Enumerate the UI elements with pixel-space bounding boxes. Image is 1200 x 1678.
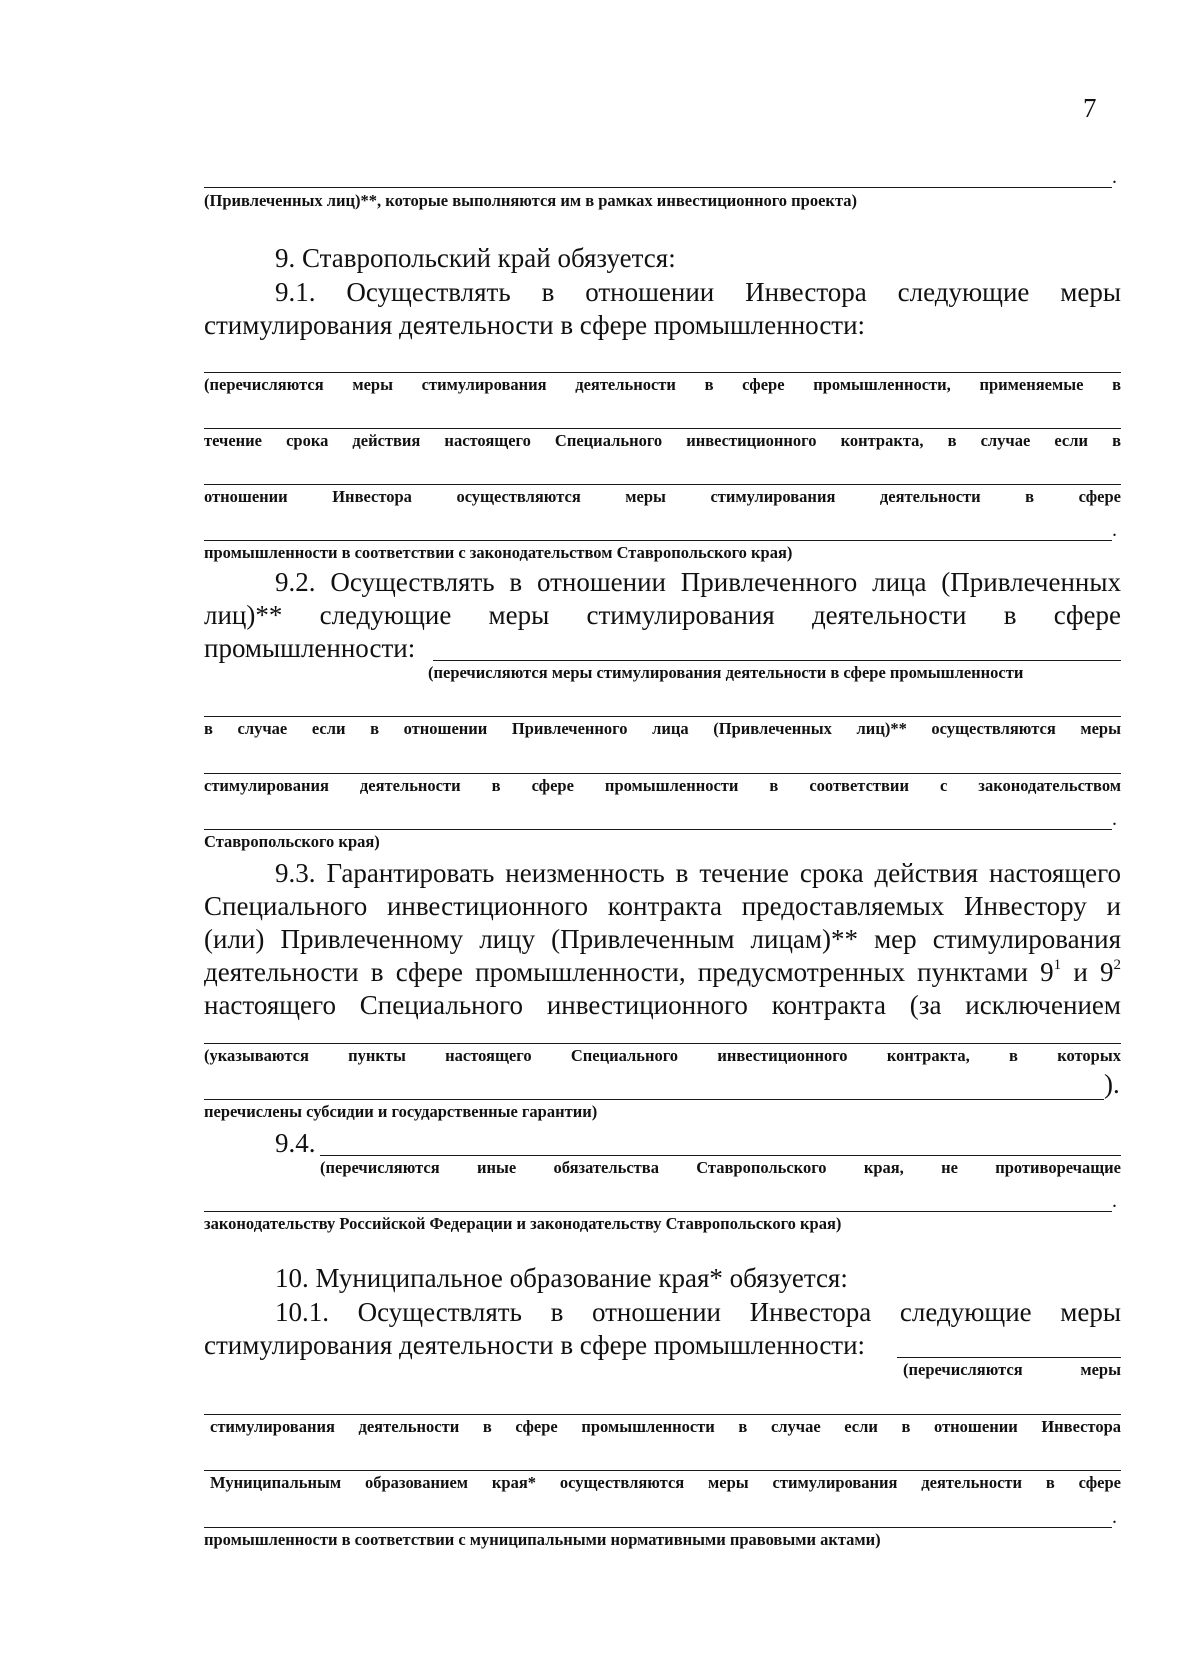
- fill-line: [433, 660, 1121, 661]
- clause-10-1-line1: 10.1. Осуществлять в отношении Инвестора следующие меры: [275, 1297, 1121, 1327]
- field-caption: отношении Инвестора осуществляются меры стимулирования деятельности в сфере: [204, 487, 1121, 506]
- line-end-dot: .: [1112, 1506, 1117, 1528]
- field-caption: Ставропольского края): [204, 832, 380, 851]
- line-end-dot: .: [1112, 808, 1117, 830]
- field-caption: стимулирования деятельности в сфере промышленности в соответствии с законодательством: [204, 776, 1121, 795]
- fill-line: [204, 1527, 1112, 1528]
- field-caption: стимулирования деятельности в сфере промышленности в случае если в отношении Инвестора: [210, 1417, 1121, 1436]
- fill-line: [204, 428, 1121, 429]
- clause-9-3-line1: 9.3. Гарантировать неизменность в течение срока действия настоящего: [275, 858, 1121, 888]
- field-caption: (перечисляются меры: [903, 1360, 1121, 1379]
- clause-9-4-label: 9.4.: [275, 1128, 316, 1158]
- clause-9-2-line3: промышленности:: [204, 633, 416, 663]
- fill-line: [204, 372, 1121, 373]
- field-caption: (перечисляются меры стимулирования деятельности в сфере промышленности, применяемые в: [204, 375, 1121, 394]
- field-caption: (указываются пункты настоящего Специального инвестиционного контракта, в которых: [204, 1046, 1121, 1065]
- field-caption: Муниципальным образованием края* осуществляются меры стимулирования деятельности в сфере: [210, 1473, 1121, 1492]
- field-caption: (Привлеченных лиц)**, которые выполняются им в рамках инвестиционного проекта): [204, 191, 857, 210]
- clause-9-2-line2: лиц)** следующие меры стимулирования деятельности в сфере: [204, 600, 1121, 630]
- field-caption: течение срока действия настоящего Специального инвестиционного контракта, в случае если в: [204, 431, 1121, 450]
- fill-line: [204, 187, 1112, 188]
- clause-9-1-line1: 9.1. Осуществлять в отношении Инвестора следующие меры: [275, 277, 1121, 307]
- field-caption: законодательству Российской Федерации и законодательству Ставропольского края): [204, 1214, 842, 1233]
- field-caption: промышленности в соответствии с законодательством Ставропольского края): [204, 543, 793, 562]
- clause-9-3-line2: Специального инвестиционного контракта предоставляемых Инвестору и: [204, 891, 1121, 921]
- fill-line: [204, 1043, 1121, 1044]
- clause-10-1-line2: стимулирования деятельности в сфере промышленности:: [204, 1330, 866, 1360]
- fill-line: [204, 829, 1112, 830]
- field-caption: промышленности в соответствии с муниципальными нормативными правовыми актами): [204, 1530, 881, 1549]
- fill-line: [204, 773, 1121, 774]
- clause-9-2-line1: 9.2. Осуществлять в отношении Привлеченного лица (Привлеченных: [275, 567, 1121, 597]
- clause-9-3-line3: (или) Привлеченному лицу (Привлеченным лицам)** мер стимулирования: [204, 924, 1121, 954]
- fill-line: [204, 484, 1121, 485]
- fill-line: [204, 1414, 1121, 1415]
- clause-9-3-line5: настоящего Специального инвестиционного контракта (за исключением: [204, 990, 1121, 1020]
- fill-line: [320, 1155, 1121, 1156]
- field-caption: (перечисляются иные обязательства Ставропольского края, не противоречащие: [320, 1158, 1121, 1177]
- fill-line: [204, 1099, 1104, 1100]
- fill-line: [204, 716, 1121, 717]
- field-caption: перечислены субсидии и государственные гарантии): [204, 1102, 598, 1121]
- line-end-dot: .: [1112, 1190, 1117, 1212]
- line-end-dot: .: [1112, 166, 1117, 188]
- fill-line: [204, 540, 1112, 541]
- line-end-dot: .: [1112, 519, 1117, 541]
- fill-line: [204, 1211, 1112, 1212]
- clause-9-1-line2: стимулирования деятельности в сфере промышленности:: [204, 310, 866, 340]
- clause-9-3-line4: деятельности в сфере промышленности, предусмотренных пунктами $9^1$ и $9^2$: [204, 957, 1121, 987]
- field-caption: (перечисляются меры стимулирования деятельности в сфере промышленности: [428, 663, 1024, 682]
- fill-line: [204, 1470, 1121, 1471]
- closing-paren: ).: [1104, 1069, 1120, 1099]
- page-number: 7: [1083, 93, 1097, 123]
- section-10-title: 10. Муниципальное образование края* обязуется:: [275, 1263, 848, 1293]
- fill-line: [897, 1357, 1121, 1358]
- field-caption: в случае если в отношении Привлеченного лица (Привлеченных лиц)** осуществляются меры: [204, 719, 1121, 738]
- section-9-title: 9. Ставропольский край обязуется:: [275, 243, 676, 273]
